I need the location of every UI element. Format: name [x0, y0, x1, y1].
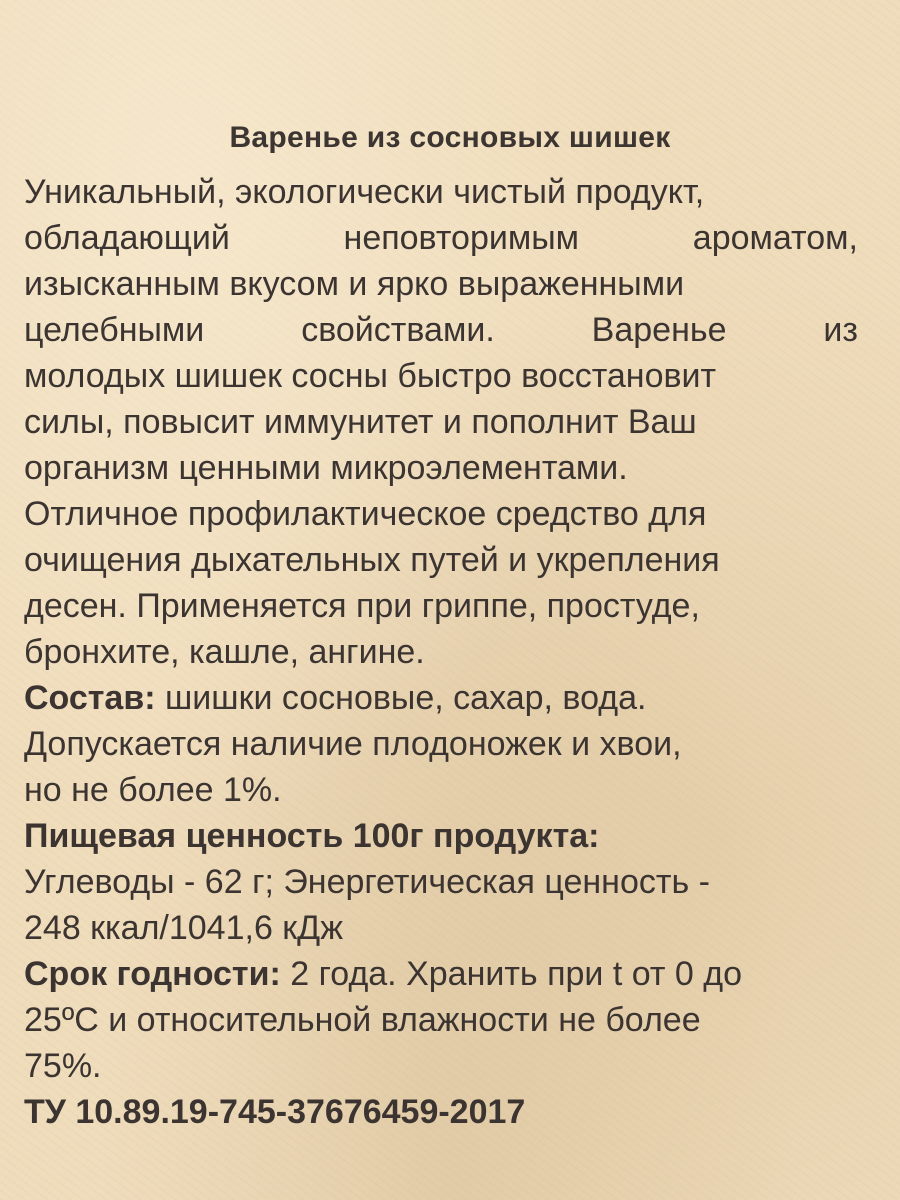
shelf-life-line-3: 75%. [24, 1047, 102, 1085]
description-word: ароматом, [692, 219, 858, 257]
description-line-10: десен. Применяется при гриппе, простуде, [24, 587, 700, 625]
description-word: неповторимым [343, 219, 580, 257]
description-line-9: очищения дыхательных путей и укрепления [24, 541, 720, 579]
shelf-life-line-1 [24, 952, 858, 996]
standard-code: ТУ 10.89.19-745-37676459-2017 [24, 1093, 526, 1131]
nutrition-line-2: 248 ккал/1041,6 кДж [24, 909, 343, 947]
shelf-life-line-2: 25ºС и относительной влажности не более [24, 1001, 701, 1039]
description-line-8: Отличное профилактическое средство для [24, 495, 707, 533]
shelf-life-text: 2 года. Хранить при t от 0 до [290, 955, 743, 993]
description-line-7: организм ценными микроэлементами. [24, 449, 628, 487]
description-line-1: Уникальный, экологически чистый продукт, [24, 173, 705, 211]
nutrition-line-1: Углеводы - 62 г; Энергетическая ценность - [24, 863, 710, 901]
nutrition-label: Пищевая ценность 100г продукта: [24, 817, 600, 855]
composition-line-1 [24, 676, 858, 720]
composition-line-3: но не более 1%. [24, 771, 282, 809]
description-line-5: молодых шишек сосны быстро восстановит [24, 357, 717, 395]
description-line-6: силы, повысит иммунитет и пополнит Ваш [24, 403, 697, 441]
description-word: целебными [24, 311, 205, 349]
description-line-2 [24, 216, 858, 260]
composition-text: шишки сосновые, сахар, вода. [165, 679, 647, 717]
composition-line-2: Допускается наличие плодоножек и хвои, [24, 725, 682, 763]
composition-label: Состав: [24, 679, 156, 717]
description-word: из [823, 311, 858, 349]
description-line-4 [24, 308, 858, 352]
description-word: Варенье [591, 311, 727, 349]
shelf-life-label: Срок годности: [24, 955, 281, 993]
description-word: свойствами. [301, 311, 495, 349]
description-line-11: бронхите, кашле, ангине. [24, 633, 425, 671]
description-line-3: изысканным вкусом и ярко выраженными [24, 265, 685, 303]
product-title: Варенье из сосновых шишек [229, 121, 671, 154]
description-word: обладающий [24, 219, 230, 257]
